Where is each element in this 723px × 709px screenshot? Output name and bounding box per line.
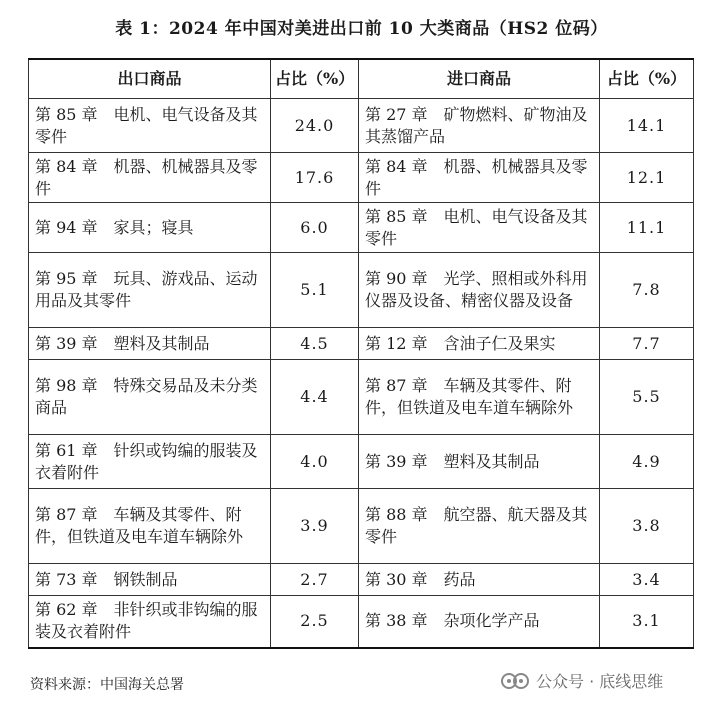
import-goods-cell: 第 90 章 光学、照相或外科用仪器及设备、精密仪器及设备 <box>359 253 600 328</box>
import-goods-cell: 第 39 章 塑料及其制品 <box>359 435 600 489</box>
header-import-share: 占比（%） <box>600 59 694 99</box>
import-share-cell: 3.1 <box>600 596 694 648</box>
export-goods-cell: 第 95 章 玩具、游戏品、运动用品及其零件 <box>29 253 271 328</box>
export-goods-cell: 第 85 章 电机、电气设备及其零件 <box>29 99 271 153</box>
import-share-cell: 12.1 <box>600 153 694 203</box>
export-goods-cell: 第 61 章 针织或钩编的服装及衣着附件 <box>29 435 271 489</box>
import-share-cell: 11.1 <box>600 203 694 253</box>
export-share-cell: 4.5 <box>271 328 359 360</box>
export-goods-cell: 第 84 章 机器、机械器具及零件 <box>29 153 271 203</box>
table-row <box>29 153 694 203</box>
import-share-cell: 7.8 <box>600 253 694 328</box>
import-goods-cell: 第 27 章 矿物燃料、矿物油及其蒸馏产品 <box>359 99 600 153</box>
table-row <box>29 360 694 435</box>
import-goods-cell: 第 87 章 车辆及其零件、附件，但铁道及电车道车辆除外 <box>359 360 600 435</box>
trade-table <box>28 58 694 649</box>
import-goods-cell: 第 84 章 机器、机械器具及零件 <box>359 153 600 203</box>
header-row <box>29 59 694 99</box>
export-goods-cell: 第 87 章 车辆及其零件、附件，但铁道及电车道车辆除外 <box>29 489 271 564</box>
export-goods-cell: 第 98 章 特殊交易品及未分类商品 <box>29 360 271 435</box>
table-row <box>29 99 694 153</box>
export-share-cell: 17.6 <box>271 153 359 203</box>
import-share-cell: 3.4 <box>600 564 694 596</box>
import-goods-cell: 第 12 章 含油子仁及果实 <box>359 328 600 360</box>
export-share-cell: 2.7 <box>271 564 359 596</box>
watermark-text: 公众号 · 底线思维 <box>536 672 664 691</box>
import-share-cell: 14.1 <box>600 99 694 153</box>
header-import-goods: 进口商品 <box>359 59 600 99</box>
import-goods-cell: 第 38 章 杂项化学产品 <box>359 596 600 648</box>
import-share-cell: 7.7 <box>600 328 694 360</box>
table-row <box>29 328 694 360</box>
table-row <box>29 564 694 596</box>
import-goods-cell: 第 85 章 电机、电气设备及其零件 <box>359 203 600 253</box>
export-goods-cell: 第 73 章 钢铁制品 <box>29 564 271 596</box>
export-goods-cell: 第 39 章 塑料及其制品 <box>29 328 271 360</box>
export-share-cell: 24.0 <box>271 99 359 153</box>
table-row <box>29 435 694 489</box>
export-share-cell: 5.1 <box>271 253 359 328</box>
import-goods-cell: 第 88 章 航空器、航天器及其零件 <box>359 489 600 564</box>
table-row <box>29 489 694 564</box>
import-share-cell: 5.5 <box>600 360 694 435</box>
export-share-cell: 3.9 <box>271 489 359 564</box>
table-row <box>29 596 694 648</box>
watermark <box>500 669 663 692</box>
table-row <box>29 203 694 253</box>
source-note: 资料来源：中国海关总署 <box>30 677 184 693</box>
header-export-goods: 出口商品 <box>29 59 271 99</box>
import-share-cell: 3.8 <box>600 489 694 564</box>
table-row <box>29 253 694 328</box>
header-export-share: 占比（%） <box>271 59 359 99</box>
table-title: 表 1：2024 年中国对美进出口前 10 大类商品（HS2 位码） <box>115 19 608 39</box>
wechat-official-account-icon <box>500 670 530 692</box>
export-goods-cell: 第 94 章 家具；寝具 <box>29 203 271 253</box>
import-goods-cell: 第 30 章 药品 <box>359 564 600 596</box>
export-goods-cell: 第 62 章 非针织或非钩编的服装及衣着附件 <box>29 596 271 648</box>
export-share-cell: 4.0 <box>271 435 359 489</box>
export-share-cell: 6.0 <box>271 203 359 253</box>
export-share-cell: 4.4 <box>271 360 359 435</box>
export-share-cell: 2.5 <box>271 596 359 648</box>
import-share-cell: 4.9 <box>600 435 694 489</box>
